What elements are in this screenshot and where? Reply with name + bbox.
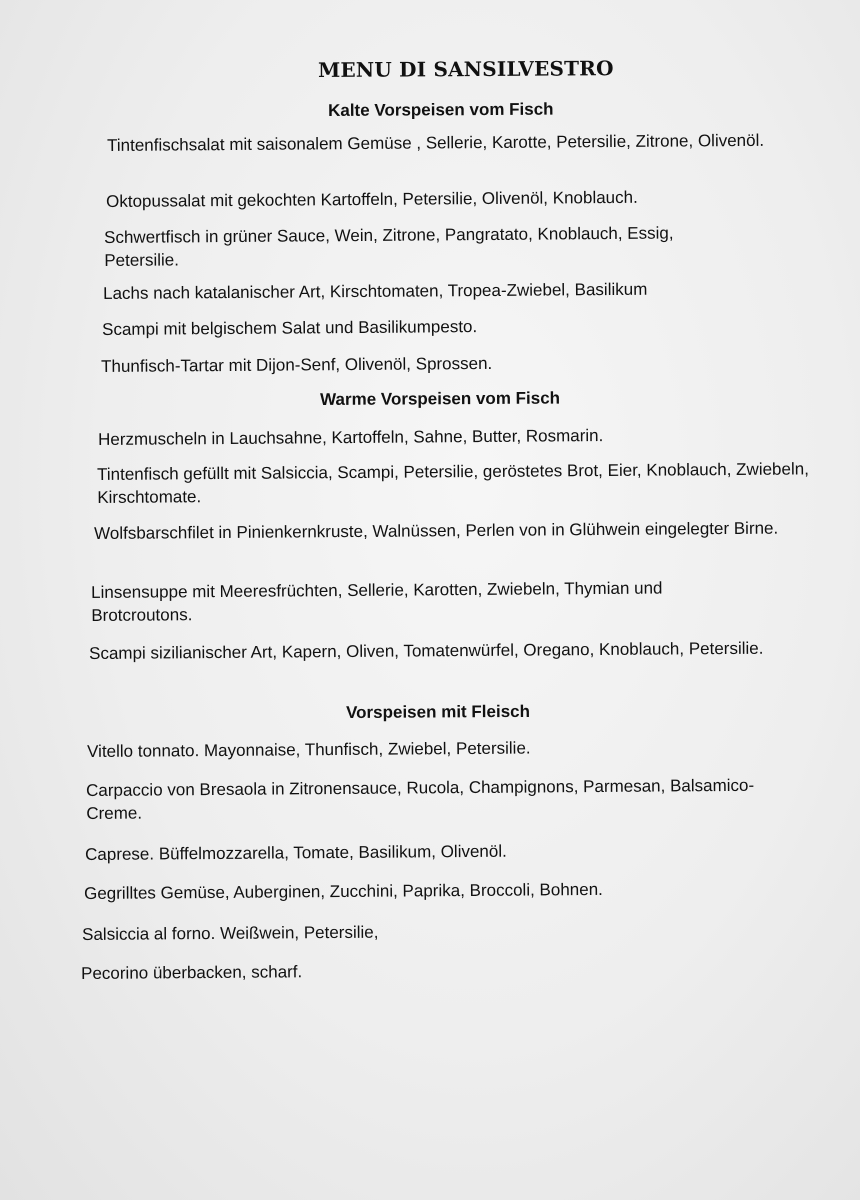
dish-item: Thunfisch-Tartar mit Dijon-Senf, Olivenöl, Sprossen. — [101, 353, 493, 376]
dish-item: Vitello tonnato. Mayonnaise, Thunfisch, Zwiebel, Petersilie. — [87, 738, 531, 761]
dish-item: Lachs nach katalanischer Art, Kirschtomaten, Tropea-Zwiebel, Basilikum — [103, 279, 648, 303]
dish-item: Wolfsbarschfilet in Pinienkernkruste, Walnüssen, Perlen von in Glühwein eingelegter Birne. — [94, 518, 779, 543]
dish-item: Tintenfischsalat mit saisonalem Gemüse , Sellerie, Karotte, Petersilie, Zitrone, Olivenöl. — [107, 130, 765, 155]
menu-title: MENU DI SANSILVESTRO — [318, 56, 614, 82]
section-heading-kalte-vorspeisen: Kalte Vorspeisen vom Fisch — [328, 99, 554, 120]
dish-item: Linsensuppe mit Meeresfrüchten, Sellerie, Karotten, Zwiebeln, Thymian und Brotcroutons. — [91, 578, 663, 625]
dish-item: Carpaccio von Bresaola in Zitronensauce, Rucola, Champignons, Parmesan, Balsamico-Creme. — [86, 775, 755, 823]
dish-item: Scampi sizilianischer Art, Kapern, Oliven, Tomatenwürfel, Oregano, Knoblauch, Petersilie. — [89, 638, 764, 663]
dish-item: Pecorino überbacken, scharf. — [81, 962, 303, 983]
section-heading-vorspeisen-fleisch: Vorspeisen mit Fleisch — [346, 701, 531, 722]
dish-item: Schwertfisch in grüner Sauce, Wein, Zitrone, Pangratato, Knoblauch, Essig, Petersilie. — [104, 223, 674, 270]
dish-item: Caprese. Büffelmozzarella, Tomate, Basilikum, Olivenöl. — [85, 841, 507, 864]
dish-item: Gegrilltes Gemüse, Auberginen, Zucchini, Paprika, Broccoli, Bohnen. — [84, 879, 603, 903]
dish-item: Scampi mit belgischem Salat und Basilikumpesto. — [102, 317, 478, 339]
section-heading-warme-vorspeisen: Warme Vorspeisen vom Fisch — [320, 388, 561, 409]
dish-item: Salsiccia al forno. Weißwein, Petersilie, — [82, 922, 379, 944]
dish-item: Herzmuscheln in Lauchsahne, Kartoffeln, Sahne, Butter, Rosmarin. — [98, 426, 604, 449]
dish-item: Tintenfisch gefüllt mit Salsiccia, Scampi, Petersilie, geröstetes Brot, Eier, Knoblauch, Zwiebeln, Kirschtomate. — [97, 459, 809, 507]
dish-item: Oktopussalat mit gekochten Kartoffeln, Petersilie, Olivenöl, Knoblauch. — [106, 187, 638, 211]
